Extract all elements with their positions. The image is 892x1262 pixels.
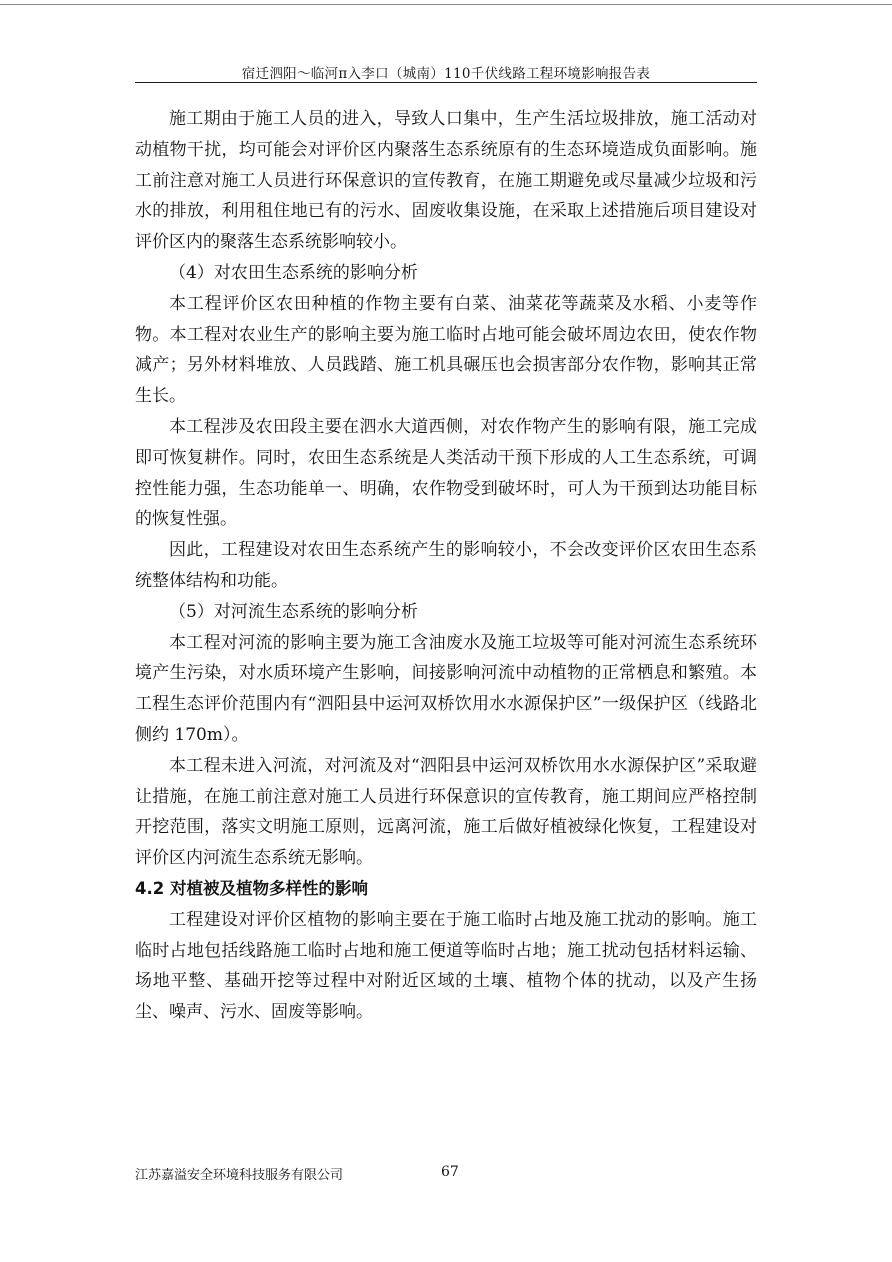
subheading-farmland: （4）对农田生态系统的影响分析 [169,262,418,283]
top-border-line [0,4,892,5]
document-body [135,104,757,1028]
header-divider [135,82,757,83]
section-heading-vegetation: 4.2 对植被及植物多样性的影响 [135,878,368,898]
paragraph-vegetation-impact: 工程建设对评价区植物的影响主要在于施工临时占地及施工扰动的影响。施工临时占地包括线路施工临时占地和施工便道等临时占地；施工扰动包括材料运输、场地平整、基础开挖等过程中对附近区域的土壤、植物个体的扰动，以及产生扬尘、噪声、污水、固废等影响。 [135,909,757,1023]
page-header-title: 宿迁泗阳～临河π入李口（城南）110千伏线路工程环境影响报告表 [241,66,651,82]
page-number: 67 [441,1164,459,1180]
paragraph-farmland-crops: 本工程评价区农田种植的作物主要有白菜、油菜花等蔬菜及水稻、小麦等作物。本工程对农业生产的影响主要为施工临时占地可能会破坏周边农田，使农作物减产；另外材料堆放、人员践踏、施工机具碾压也会损害部分农作物，影响其正常生长。 [135,293,757,407]
paragraph-settlement-impact: 施工期由于施工人员的进入，导致人口集中，生产生活垃圾排放，施工活动对动植物干扰，均可能会对评价区内聚落生态系统原有的生态环境造成负面影响。施工前注意对施工人员进行环保意识的宣传教育，在施工期避免或尽量减少垃圾和污水的排放，利用租住地已有的污水、固废收集设施，在采取上述措施后项目建设对评价区内的聚落生态系统影响较小。 [135,109,757,253]
paragraph-farmland-recovery: 本工程涉及农田段主要在泗水大道西侧，对农作物产生的影响有限，施工完成即可恢复耕作。同时，农田生态系统是人类活动干预下形成的人工生态系统，可调控性能力强，生态功能单一、明确，农作物受到破坏时，可人为干预到达功能目标的恢复性强。 [135,416,757,530]
paragraph-farmland-conclusion: 因此，工程建设对农田生态系统产生的影响较小，不会改变评价区农田生态系统整体结构和功能。 [135,540,757,591]
footer-company: 江苏嘉溢安全环境科技服务有限公司 [135,1168,344,1183]
paragraph-river-impact: 本工程对河流的影响主要为施工含油废水及施工垃圾等可能对河流生态系统环境产生污染，对水质环境产生影响，间接影响河流中动植物的正常栖息和繁殖。本工程生态评价范围内有“泗阳县中运河双桥饮用水水源保护区”一级保护区（线路北侧约 170m）。 [135,632,757,745]
paragraph-river-measures: 本工程未进入河流，对河流及对“泗阳县中运河双桥饮用水水源保护区”采取避让措施，在施工前注意对施工人员进行环保意识的宣传教育，施工期间应严格控制开挖范围，落实文明施工原则，远离河流，施工后做好植被绿化恢复，工程建设对评价区内河流生态系统无影响。 [135,755,757,869]
subheading-river: （5）对河流生态系统的影响分析 [169,601,418,622]
